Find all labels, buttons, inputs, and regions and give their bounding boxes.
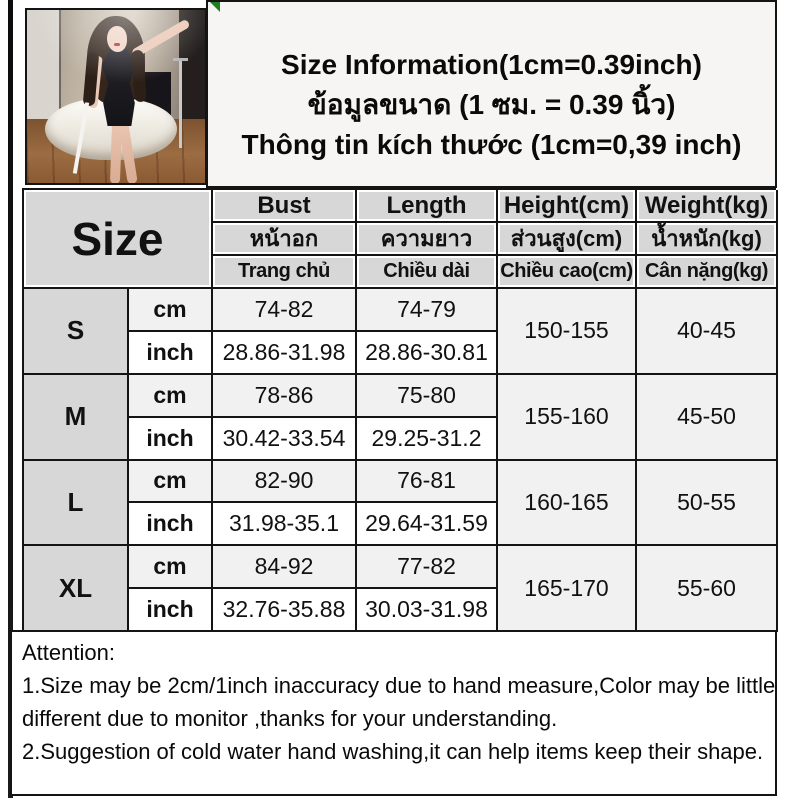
unit-inch: inch [129,418,213,461]
size-label-xl: XL [24,546,129,632]
size-label-l: L [24,461,129,547]
header-bust-th: หน้าอก [213,223,357,256]
value-l-height: 160-165 [498,461,637,547]
value-l-bust-cm: 82-90 [213,461,357,504]
value-xl-length-cm: 77-82 [357,546,498,589]
value-xl-weight: 55-60 [637,546,778,632]
attention-note-2: 2.Suggestion of cold water hand washing,it can help items keep their shape. [22,739,764,764]
value-xl-bust-cm: 84-92 [213,546,357,589]
attention-note-1: 1.Size may be 2cm/1inch inaccuracy due to hand measure,Color may be little [22,673,776,698]
value-m-bust-inch: 30.42-33.54 [213,418,357,461]
value-s-bust-cm: 74-82 [213,289,357,332]
green-corner-marker-icon [210,2,220,12]
attention-note-1-cont: different due to monitor ,thanks for your understanding. [22,706,558,731]
header-weight-th: น้ำหนัก(kg) [637,223,778,256]
photo-light-glow [27,10,205,90]
header-height-vi: Chiều cao(cm) [498,256,637,289]
value-s-length-cm: 74-79 [357,289,498,332]
header-length-en: Length [357,190,498,223]
unit-cm: cm [129,375,213,418]
header-height-th: ส่วนสูง(cm) [498,223,637,256]
unit-inch: inch [129,589,213,632]
title-cell [206,0,777,188]
unit-cm: cm [129,461,213,504]
value-l-length-inch: 29.64-31.59 [357,503,498,546]
value-m-weight: 45-50 [637,375,778,461]
value-l-weight: 50-55 [637,461,778,547]
title-thai: ข้อมูลขนาด (1 ซม. = 0.39 นิ้ว) [307,89,676,120]
size-corner-header: Size [24,190,213,289]
unit-inch: inch [129,332,213,375]
header-length-vi: Chiều dài [357,256,498,289]
value-s-weight: 40-45 [637,289,778,375]
size-table [22,188,776,630]
value-m-bust-cm: 78-86 [213,375,357,418]
unit-cm: cm [129,289,213,332]
header-weight-vi: Cân nặng(kg) [637,256,778,289]
header-height-en: Height(cm) [498,190,637,223]
value-l-bust-inch: 31.98-35.1 [213,503,357,546]
value-xl-height: 165-170 [498,546,637,632]
header-bust-en: Bust [213,190,357,223]
value-xl-bust-inch: 32.76-35.88 [213,589,357,632]
value-s-height: 150-155 [498,289,637,375]
header-weight-en: Weight(kg) [637,190,778,223]
value-l-length-cm: 76-81 [357,461,498,504]
unit-inch: inch [129,503,213,546]
value-m-height: 155-160 [498,375,637,461]
size-label-s: S [24,289,129,375]
product-photo [25,8,207,185]
attention-heading: Attention: [22,640,115,665]
value-xl-length-inch: 30.03-31.98 [357,589,498,632]
title-vietnamese: Thông tin kích thước (1cm=0,39 inch) [241,129,742,160]
header-length-th: ความยาว [357,223,498,256]
attention-box [10,630,777,796]
size-label-m: M [24,375,129,461]
value-s-length-inch: 28.86-30.81 [357,332,498,375]
value-s-bust-inch: 28.86-31.98 [213,332,357,375]
title-english: Size Information(1cm=0.39inch) [281,49,702,80]
unit-cm: cm [129,546,213,589]
value-m-length-cm: 75-80 [357,375,498,418]
value-m-length-inch: 29.25-31.2 [357,418,498,461]
header-bust-vi: Trang chủ [213,256,357,289]
